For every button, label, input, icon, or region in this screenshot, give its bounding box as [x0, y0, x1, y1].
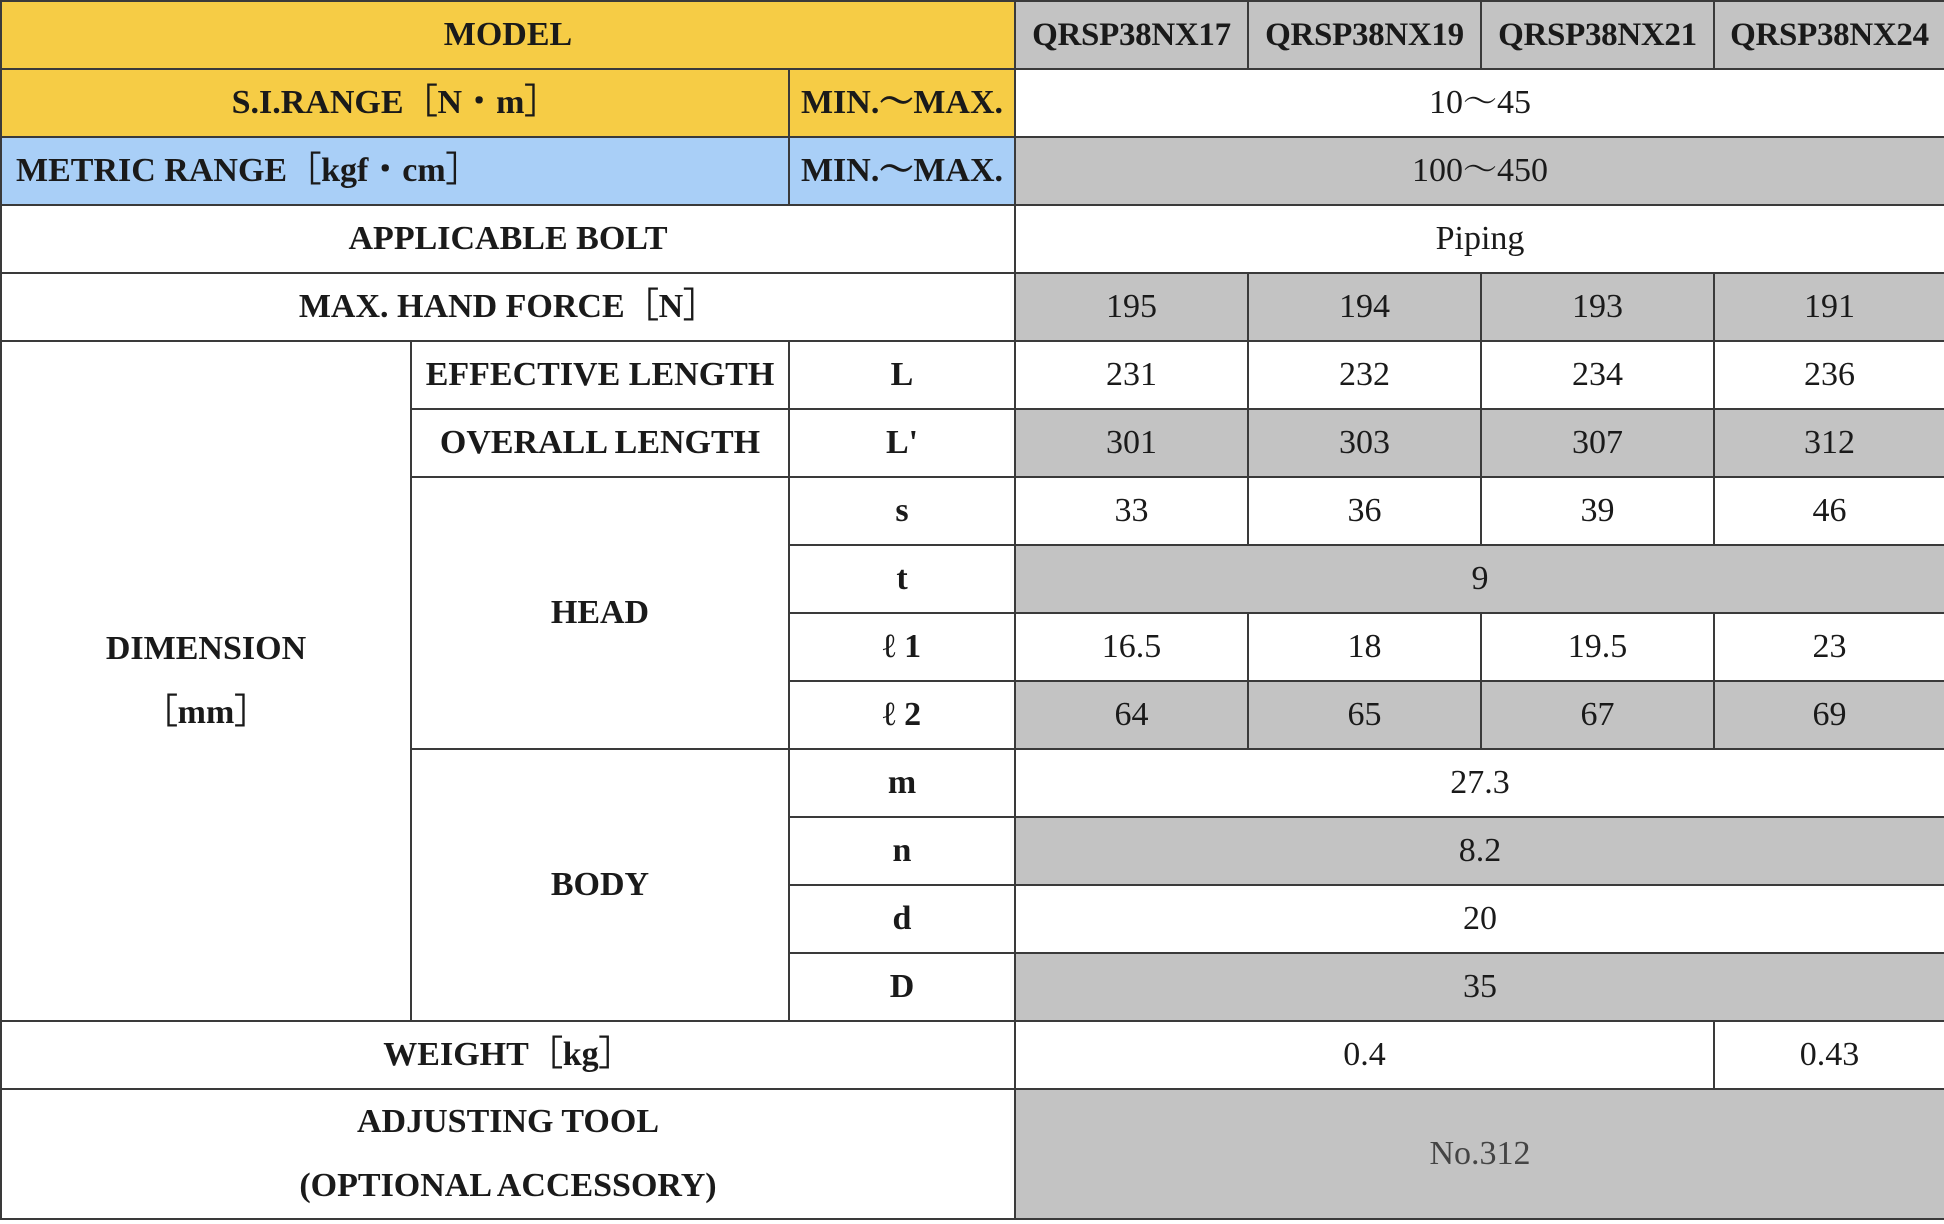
si-range-row [1, 69, 1944, 137]
adjusting-tool-label: ADJUSTING TOOL [357, 1103, 659, 1140]
head-s-symbol: s [789, 477, 1015, 545]
overall-length-value: 312 [1714, 409, 1944, 477]
body-d-value: 20 [1015, 885, 1944, 953]
dimension-label-cell [1, 341, 411, 1021]
dimension-unit: ［mm］ [143, 694, 269, 731]
adjusting-tool-row [1, 1089, 1944, 1219]
model-row [1, 1, 1944, 69]
effective-length-value: 232 [1248, 341, 1481, 409]
effective-length-value: 236 [1714, 341, 1944, 409]
head-l2-value: 65 [1248, 681, 1481, 749]
weight-row [1, 1021, 1944, 1089]
max-hand-force-value: 193 [1481, 273, 1714, 341]
adjusting-tool-value: No.312 [1015, 1089, 1944, 1219]
overall-length-value: 303 [1248, 409, 1481, 477]
effective-length-value: 234 [1481, 341, 1714, 409]
head-l1-value: 23 [1714, 613, 1944, 681]
max-hand-force-row [1, 273, 1944, 341]
body-big-d-symbol: D [789, 953, 1015, 1021]
head-l2-value: 69 [1714, 681, 1944, 749]
head-s-value: 33 [1015, 477, 1248, 545]
overall-length-value: 307 [1481, 409, 1714, 477]
body-d-symbol: d [789, 885, 1015, 953]
overall-length-label: OVERALL LENGTH [411, 409, 789, 477]
body-big-d-value: 35 [1015, 953, 1944, 1021]
metric-range-label: METRIC RANGE［kgf・cm］ [1, 137, 789, 205]
applicable-bolt-label: APPLICABLE BOLT [1, 205, 1015, 273]
effective-length-row [1, 341, 1944, 409]
weight-label: WEIGHT［kg］ [1, 1021, 1015, 1089]
body-m-value: 27.3 [1015, 749, 1944, 817]
max-hand-force-value: 194 [1248, 273, 1481, 341]
head-l1-symbol: ℓ 1 [789, 613, 1015, 681]
effective-length-symbol: L [789, 341, 1015, 409]
head-l1-value: 16.5 [1015, 613, 1248, 681]
si-range-label: S.I.RANGE［N・m］ [1, 69, 789, 137]
head-l1-value: 19.5 [1481, 613, 1714, 681]
body-m-symbol: m [789, 749, 1015, 817]
head-s-value: 36 [1248, 477, 1481, 545]
head-l2-value: 64 [1015, 681, 1248, 749]
model-name: QRSP38NX17 [1015, 1, 1248, 69]
overall-length-symbol: L' [789, 409, 1015, 477]
body-n-symbol: n [789, 817, 1015, 885]
head-s-value: 39 [1481, 477, 1714, 545]
max-hand-force-value: 195 [1015, 273, 1248, 341]
head-t-value: 9 [1015, 545, 1944, 613]
metric-range-minmax: MIN.～MAX. [789, 137, 1015, 205]
head-l2-symbol: ℓ 2 [789, 681, 1015, 749]
applicable-bolt-row [1, 205, 1944, 273]
effective-length-label: EFFECTIVE LENGTH [411, 341, 789, 409]
applicable-bolt-value: Piping [1015, 205, 1944, 273]
si-range-value: 10～45 [1015, 69, 1944, 137]
model-name: QRSP38NX19 [1248, 1, 1481, 69]
overall-length-value: 301 [1015, 409, 1248, 477]
head-l1-value: 18 [1248, 613, 1481, 681]
head-l2-value: 67 [1481, 681, 1714, 749]
si-range-minmax: MIN.～MAX. [789, 69, 1015, 137]
model-name: QRSP38NX24 [1714, 1, 1944, 69]
max-hand-force-value: 191 [1714, 273, 1944, 341]
weight-value-last: 0.43 [1714, 1021, 1944, 1089]
body-label: BODY [411, 749, 789, 1021]
weight-value-shared: 0.4 [1015, 1021, 1714, 1089]
head-s-value: 46 [1714, 477, 1944, 545]
dimension-label: DIMENSION [105, 630, 307, 667]
max-hand-force-label: MAX. HAND FORCE［N］ [1, 273, 1015, 341]
adjusting-tool-sublabel: (OPTIONAL ACCESSORY) [299, 1167, 717, 1204]
body-n-value: 8.2 [1015, 817, 1944, 885]
effective-length-value: 231 [1015, 341, 1248, 409]
adjusting-tool-label-cell [1, 1089, 1015, 1219]
metric-range-row [1, 137, 1944, 205]
head-t-symbol: t [789, 545, 1015, 613]
head-label: HEAD [411, 477, 789, 749]
model-label: MODEL [1, 1, 1015, 69]
metric-range-value: 100～450 [1015, 137, 1944, 205]
model-name: QRSP38NX21 [1481, 1, 1714, 69]
